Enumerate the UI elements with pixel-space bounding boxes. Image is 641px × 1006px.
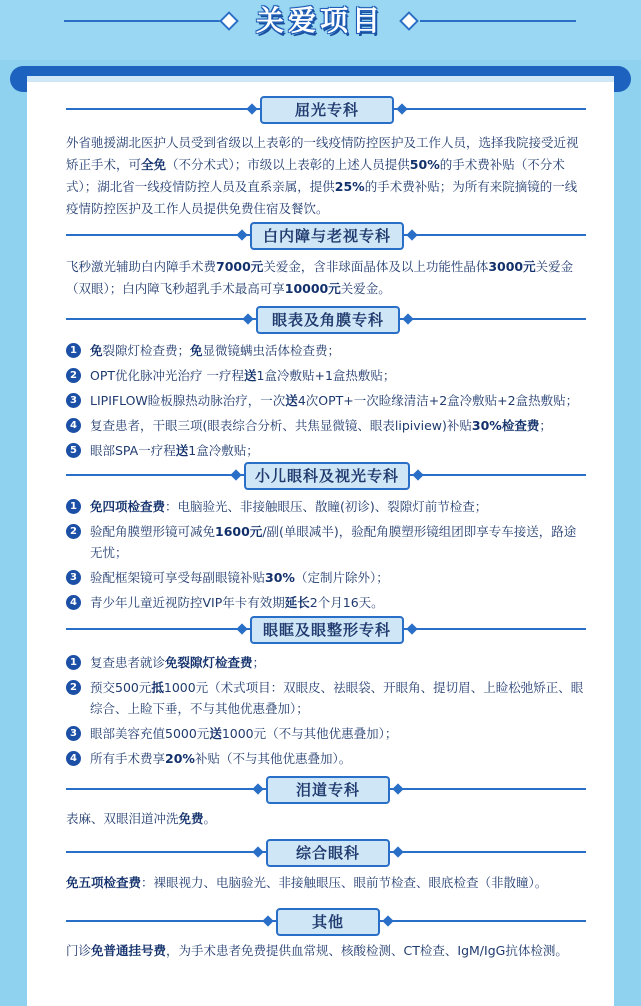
text-run: ；: [252, 655, 266, 670]
page-title: 关爱项目: [255, 4, 384, 37]
text-run: 。: [203, 811, 217, 826]
list-item: [66, 677, 586, 719]
text-run: 免五项检查费: [66, 875, 142, 890]
section-body-refraction: [66, 132, 586, 220]
section-title: 白内障与老视专科: [250, 222, 404, 250]
text-run: 送: [209, 726, 222, 741]
card-edge: [27, 76, 614, 82]
text-run: 门诊: [66, 943, 92, 958]
list-item: [66, 365, 586, 386]
text-run: 的手术费补贴；为所有来院摘镜的一线疫情防控医护及工作人员提供免费住宿及餐饮。: [66, 179, 578, 216]
text-run: 显微镜螨虫活体检查费；: [202, 343, 341, 358]
text-run: 10000元: [284, 281, 341, 296]
text-run: 免费: [178, 811, 204, 826]
number-3-icon: 3: [66, 393, 81, 408]
text-run: 50%: [409, 157, 440, 172]
text-run: 复查患者，干眼三项(眼表综合分析、共焦显微镜、眼表lipiview)补贴: [90, 418, 472, 433]
text-run: 延长: [284, 595, 310, 610]
text-run: 关爱金。: [340, 281, 391, 296]
text-run: OPT优化脉冲光治疗 一疗程: [90, 368, 244, 383]
text-run: 验配角膜塑形镜可减免: [90, 524, 216, 539]
text-run: 外省驰援湖北医护人员受到省级以上表彰的一线疫情防控医护及工作人员，选择我院接受近视矫正手术，可: [66, 135, 579, 172]
text-run: 1盒冷敷贴+1盒热敷贴；: [256, 368, 396, 383]
section-header-pediatric: [66, 462, 586, 488]
number-4-icon: 4: [66, 595, 81, 610]
text-run: /副(单眼减半)，验配角膜塑形镜组团即享专车接送，路途无忧；: [90, 524, 577, 560]
text-run: 20%: [165, 751, 195, 766]
text-run: 所有手术费享: [90, 751, 166, 766]
list-item: [66, 521, 586, 563]
text-run: 全免: [141, 157, 167, 172]
section-header-cataract: [66, 222, 586, 248]
text-run: ：裸眼视力、电脑验光、非接触眼压、眼前节检查、眼底检查（非散瞳）。: [141, 875, 548, 890]
section-title: 屈光专科: [260, 96, 394, 124]
text-run: ：电脑验光、非接触眼压、散瞳(初诊)、裂隙灯前节检查；: [165, 499, 488, 514]
list-item: [66, 652, 586, 673]
text-run: LIPIFLOW睑板腺热动脉治疗，一次: [90, 393, 286, 408]
text-run: 验配框架镜可享受每副眼镜补贴: [90, 570, 266, 585]
section-header-general: [66, 839, 586, 865]
number-4-icon: 4: [66, 418, 81, 433]
text-run: （不分术式）；市级以上表彰的上述人员提供: [166, 157, 410, 172]
text-run: 免裂隙灯检查费: [165, 655, 253, 670]
text-run: 预交500元: [90, 680, 152, 695]
number-2-icon: 2: [66, 524, 81, 539]
section-title: 眼表及角膜专科: [256, 306, 400, 334]
list-orbit: [66, 652, 586, 773]
text-run: 2个月16天。: [309, 595, 384, 610]
section-title: 泪道专科: [266, 776, 390, 804]
number-2-icon: 2: [66, 368, 81, 383]
section-body-general: [66, 872, 586, 894]
text-run: 眼部SPA一疗程: [90, 443, 176, 458]
section-header-orbit: [66, 616, 586, 642]
text-run: 飞秒激光辅助白内障手术费: [66, 259, 217, 274]
list-item: [66, 390, 586, 411]
text-run: 送: [244, 368, 257, 383]
text-run: 表麻、双眼泪道冲洗: [66, 811, 179, 826]
text-run: ，为手术患者免费提供血常规、核酸检测、CT检查、IgM/IgG抗体检测。: [166, 943, 568, 958]
text-run: 4次OPT+一次睑缘清洁+2盒冷敷贴+2盒热敷贴；: [297, 393, 579, 408]
section-title: 眼眶及眼整形专科: [250, 616, 404, 644]
diamond-right-icon: [399, 11, 419, 31]
diamond-left-icon: [219, 11, 239, 31]
number-5-icon: 5: [66, 443, 81, 458]
text-run: 青少年儿童近视防控VIP年卡有效期: [90, 595, 285, 610]
text-run: 免四项检查费: [90, 499, 166, 514]
number-1-icon: 1: [66, 655, 81, 670]
text-run: （定制片除外）；: [294, 570, 389, 585]
number-4-icon: 4: [66, 751, 81, 766]
text-run: 30%: [265, 570, 295, 585]
section-header-ocular-surface: [66, 306, 586, 332]
list-ocular-surface: [66, 340, 586, 465]
text-run: 抵: [151, 680, 164, 695]
section-body-other: [66, 940, 586, 962]
section-title: 综合眼科: [266, 839, 390, 867]
list-pediatric: [66, 496, 586, 617]
section-header-other: [66, 908, 586, 934]
text-run: 复查患者就诊: [90, 655, 166, 670]
number-3-icon: 3: [66, 726, 81, 741]
section-title: 其他: [276, 908, 380, 936]
title-line-left: [64, 20, 220, 22]
text-run: 关爱金（双眼）；白内障飞秒超乳手术最高可享: [66, 259, 574, 296]
text-run: 25%: [334, 179, 365, 194]
section-title: 小儿眼科及视光专科: [244, 462, 410, 490]
text-run: 7000元: [216, 259, 264, 274]
number-3-icon: 3: [66, 570, 81, 585]
list-item: [66, 415, 586, 436]
text-run: 关爱金，含非球面晶体及以上功能性晶体: [263, 259, 489, 274]
text-run: 1600元: [215, 524, 263, 539]
list-item: [66, 567, 586, 588]
list-item: [66, 592, 586, 613]
list-item: [66, 340, 586, 361]
number-1-icon: 1: [66, 343, 81, 358]
text-run: ；: [539, 418, 552, 433]
text-run: 裂隙灯检查费；: [102, 343, 191, 358]
text-run: 30%检查费: [471, 418, 540, 433]
text-run: 免: [90, 343, 103, 358]
text-run: 1盒冷敷贴；: [188, 443, 259, 458]
title-bar: [0, 0, 641, 42]
section-body-cataract: [66, 256, 586, 300]
text-run: 补贴（不与其他优惠叠加）。: [194, 751, 352, 766]
title-line-right: [420, 20, 576, 22]
text-run: 免: [190, 343, 203, 358]
text-run: 免普通挂号费: [91, 943, 167, 958]
list-item: [66, 440, 586, 461]
list-item: [66, 496, 586, 517]
list-item: [66, 748, 586, 769]
number-1-icon: 1: [66, 499, 81, 514]
text-run: 送: [175, 443, 189, 458]
section-header-lacrimal: [66, 776, 586, 802]
text-run: 眼部美容充值5000元: [90, 726, 210, 741]
text-run: 1000元（不与其他优惠叠加）；: [221, 726, 398, 741]
section-body-lacrimal: [66, 808, 586, 830]
list-item: [66, 723, 586, 744]
text-run: 送: [285, 393, 298, 408]
number-2-icon: 2: [66, 680, 81, 695]
text-run: 3000元: [488, 259, 536, 274]
section-header-refraction: [66, 96, 586, 122]
text-run: 1000元（术式项目：双眼皮、祛眼袋、开眼角、提切眉、上睑松弛矫正、眼综合、上睑下垂，不与其他优惠叠加）；: [90, 680, 584, 716]
text-run: 的手术费补贴（不分术式）；湖北省一线疫情防控人员及直系亲属，提供: [66, 157, 565, 194]
